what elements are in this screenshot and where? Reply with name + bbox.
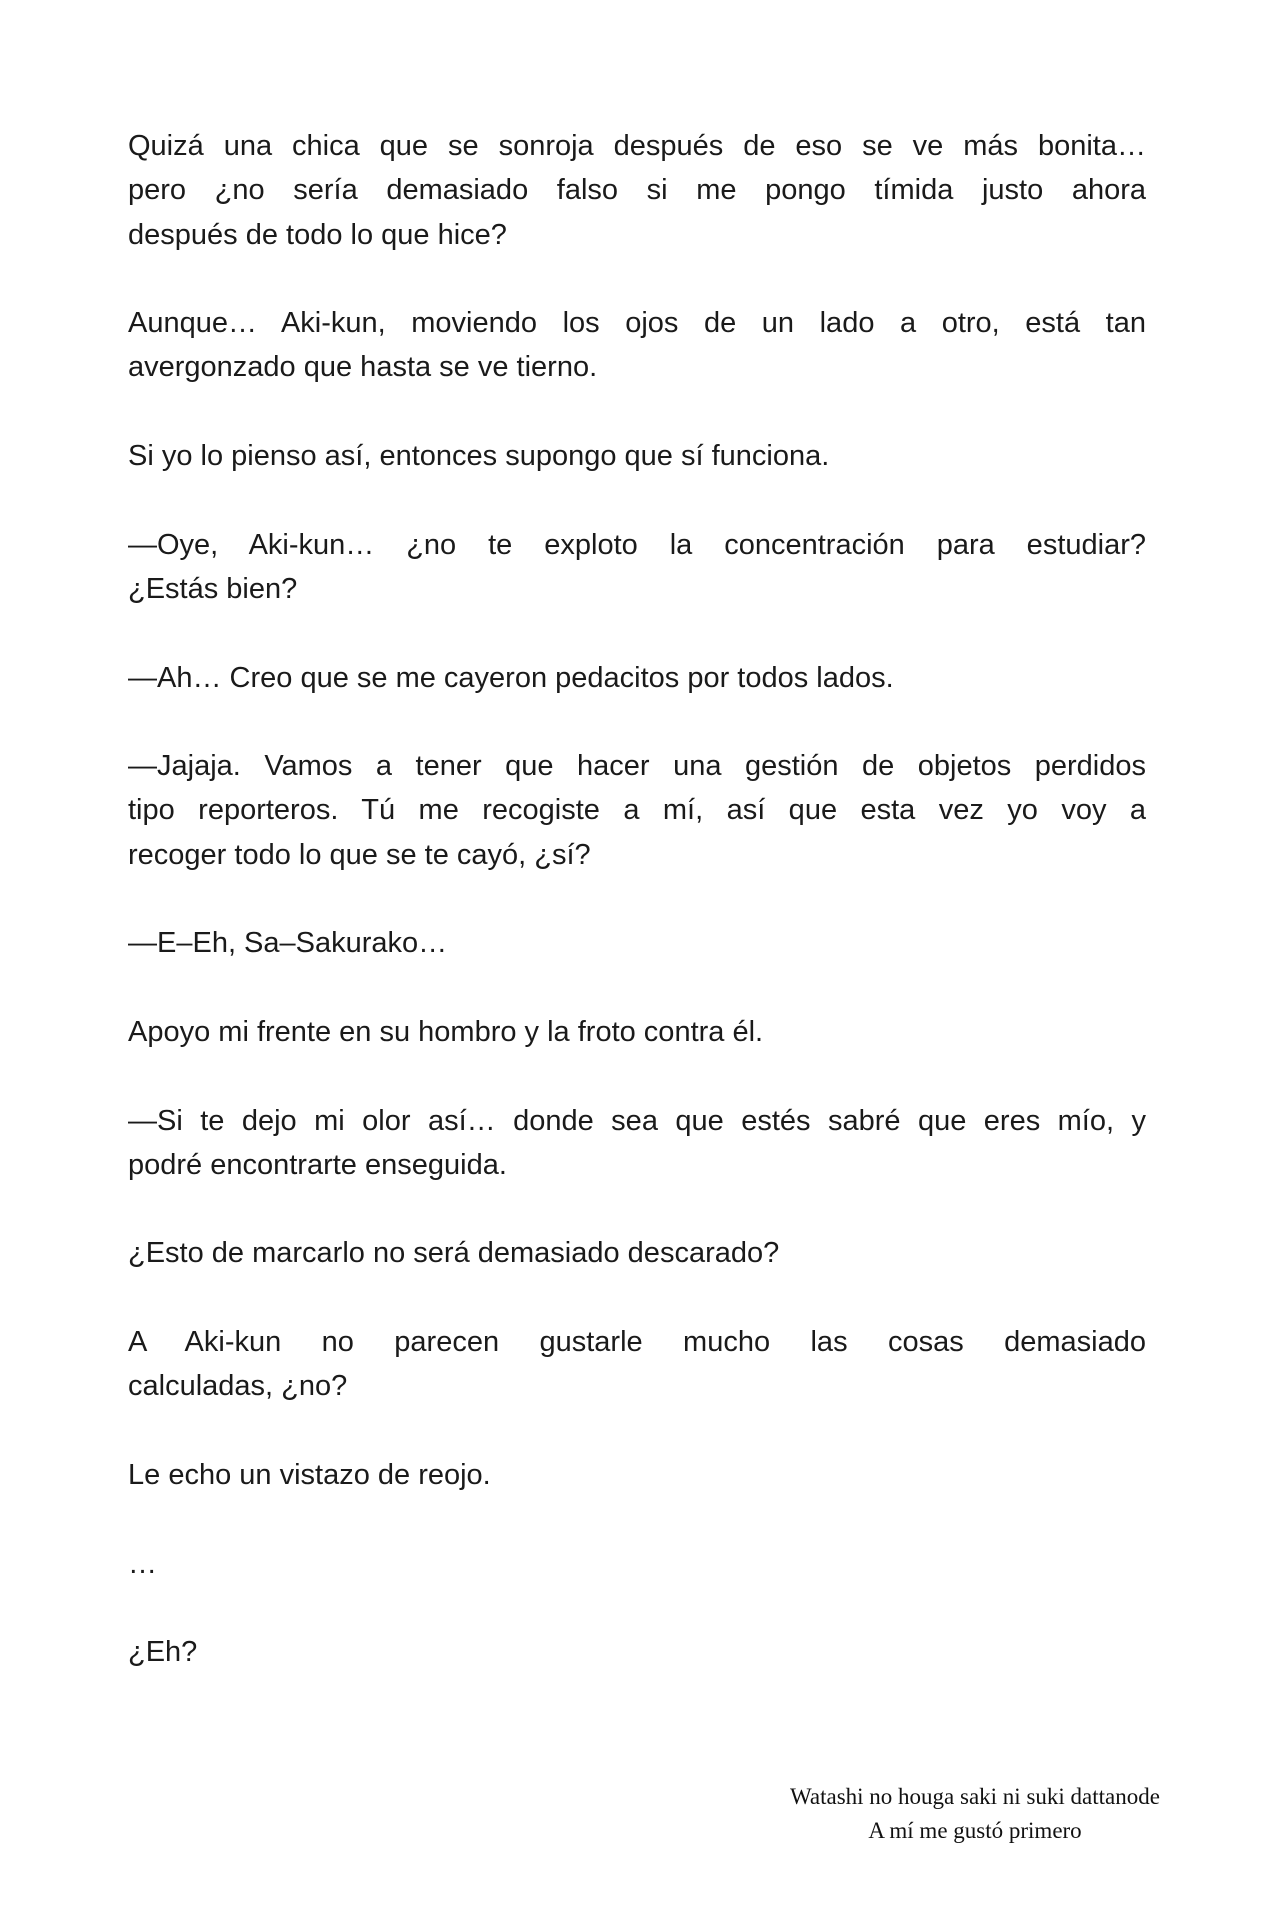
paragraph xyxy=(128,523,1146,612)
paragraph xyxy=(128,1320,1146,1409)
paragraph xyxy=(128,744,1146,877)
text-line: recoger todo lo que se te cayó, ¿sí? xyxy=(128,838,591,871)
footer-spanish-title: A mí me gustó primero xyxy=(868,1818,1082,1843)
footer-original-title: Watashi no houga saki ni suki dattanode xyxy=(790,1784,1160,1809)
text-line: —Si te dejo mi olor así… donde sea que estés sabré que eres mío, y xyxy=(128,1104,1146,1137)
text-line: A Aki-kun no parecen gustarle mucho las cosas demasiado xyxy=(128,1326,1146,1359)
paragraph xyxy=(128,1630,1146,1674)
paragraph xyxy=(128,1542,1146,1586)
text-line: avergonzado que hasta se ve tierno. xyxy=(128,351,598,384)
text-line: Aunque… Aki-kun, moviendo los ojos de un lado a otro, está tan xyxy=(128,307,1146,340)
text-line: Si yo lo pienso así, entonces supongo que sí funciona. xyxy=(128,440,830,473)
paragraph xyxy=(128,1453,1146,1497)
page-footer xyxy=(740,1780,1210,1848)
text-line: —Jajaja. Vamos a tener que hacer una gestión de objetos perdidos xyxy=(128,750,1146,783)
paragraph xyxy=(128,301,1146,390)
page-body xyxy=(128,124,1146,1719)
paragraph xyxy=(128,1231,1146,1275)
text-line: —E–Eh, Sa–Sakurako… xyxy=(128,927,448,960)
text-line: después de todo lo que hice? xyxy=(128,218,507,251)
text-line: Apoyo mi frente en su hombro y la froto contra él. xyxy=(128,1015,764,1048)
paragraph xyxy=(128,434,1146,478)
paragraph xyxy=(128,656,1146,700)
text-line: pero ¿no sería demasiado falso si me pongo tímida justo ahora xyxy=(128,174,1146,207)
paragraph xyxy=(128,921,1146,965)
text-line: ¿Eh? xyxy=(128,1636,198,1669)
text-line: ¿Esto de marcarlo no será demasiado descarado? xyxy=(128,1237,780,1270)
text-line: calculadas, ¿no? xyxy=(128,1370,348,1403)
text-line: Le echo un vistazo de reojo. xyxy=(128,1458,491,1491)
text-line: —Ah… Creo que se me cayeron pedacitos por todos lados. xyxy=(128,661,894,694)
text-line: ¿Estás bien? xyxy=(128,572,298,605)
text-line: Quizá una chica que se sonroja después de eso se ve más bonita… xyxy=(128,130,1146,162)
text-line: —Oye, Aki-kun… ¿no te exploto la concentración para estudiar? xyxy=(128,528,1146,561)
text-line: podré encontrarte enseguida. xyxy=(128,1148,507,1181)
paragraph xyxy=(128,1010,1146,1054)
text-line: tipo reporteros. Tú me recogiste a mí, así que esta vez yo voy a xyxy=(128,794,1146,827)
text-line: … xyxy=(128,1547,157,1580)
paragraph xyxy=(128,124,1146,257)
paragraph xyxy=(128,1099,1146,1188)
